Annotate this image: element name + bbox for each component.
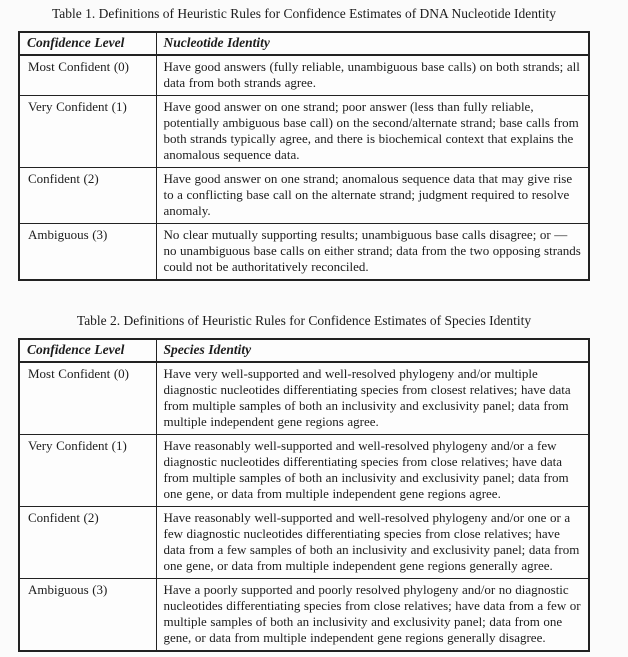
- table2-species-identity: [18, 338, 590, 652]
- confidence-level-cell: Very Confident (1): [19, 435, 156, 507]
- column-header-species-identity: Species Identity: [156, 339, 589, 362]
- table1-dna-nucleotide-identity: [18, 31, 590, 281]
- table2-title: Table 2. Definitions of Heuristic Rules for Confidence Estimates of Species Identity: [76, 313, 532, 328]
- table-row: [19, 96, 589, 168]
- table-row: [19, 168, 589, 224]
- table-row: [19, 579, 589, 652]
- definition-cell: Have good answers (fully reliable, unambiguous base calls) on both strands; all data from both strands agree.: [156, 55, 589, 96]
- column-header-nucleotide-identity: Nucleotide Identity: [156, 32, 589, 55]
- definition-cell: Have good answer on one strand; anomalous sequence data that may give rise to a conflicting base call on the alternate strand; judgment required to resolve anomaly.: [156, 168, 589, 224]
- table1-title: Table 1. Definitions of Heuristic Rules for Confidence Estimates of DNA Nucleotide Identity: [51, 6, 557, 21]
- confidence-level-cell: Most Confident (0): [19, 362, 156, 435]
- table-header-row: [19, 339, 589, 362]
- table-row: [19, 224, 589, 281]
- definition-cell: Have very well-supported and well-resolved phylogeny and/or multiple diagnostic nucleotides differentiating species from closest relatives; have data from multiple samples of both an inclusivity and exclusivity panel; data from multiple independent gene regions agree.: [156, 362, 589, 435]
- definition-cell: Have reasonably well-supported and well-resolved phylogeny and/or a few diagnostic nucleotides differentiating species from close relatives; have data from multiple samples of both an inclusivity and exclusivity panel; data from one gene, or data from multiple independent gene regions agree.: [156, 435, 589, 507]
- definition-cell: Have good answer on one strand; poor answer (less than fully reliable, potentially ambiguous base call) on the second/alternate strand; base calls from both strands typically agree, and there is biochemical context that explains the anomalous sequence data.: [156, 96, 589, 168]
- column-header-confidence-level: Confidence Level: [19, 32, 156, 55]
- definition-cell: No clear mutually supporting results; unambiguous base calls disagree; or — no unambiguous base calls on either strand; data from the two opposing strands could not be authoritatively reconciled.: [156, 224, 589, 281]
- confidence-level-cell: Ambiguous (3): [19, 224, 156, 281]
- table-row: [19, 435, 589, 507]
- column-header-confidence-level: Confidence Level: [19, 339, 156, 362]
- confidence-level-cell: Very Confident (1): [19, 96, 156, 168]
- table-header-row: [19, 32, 589, 55]
- table-row: [19, 362, 589, 435]
- definition-cell: Have reasonably well-supported and well-resolved phylogeny and/or one or a few diagnostic nucleotides differentiating species from close relatives; have data from a few samples of both an inclusivity and exclusivity panel; data from one gene, or data from multiple independent gene regions generally agree.: [156, 507, 589, 579]
- confidence-level-cell: Ambiguous (3): [19, 579, 156, 652]
- confidence-level-cell: Most Confident (0): [19, 55, 156, 96]
- confidence-level-cell: Confident (2): [19, 507, 156, 579]
- confidence-level-cell: Confident (2): [19, 168, 156, 224]
- table-row: [19, 507, 589, 579]
- definition-cell: Have a poorly supported and poorly resolved phylogeny and/or no diagnostic nucleotides differentiating species from close relatives; have data from a few or multiple samples of both an inclusivity and exclusivity panel; data from one gene, or data from multiple independent gene regions generally disagree.: [156, 579, 589, 652]
- table-row: [19, 55, 589, 96]
